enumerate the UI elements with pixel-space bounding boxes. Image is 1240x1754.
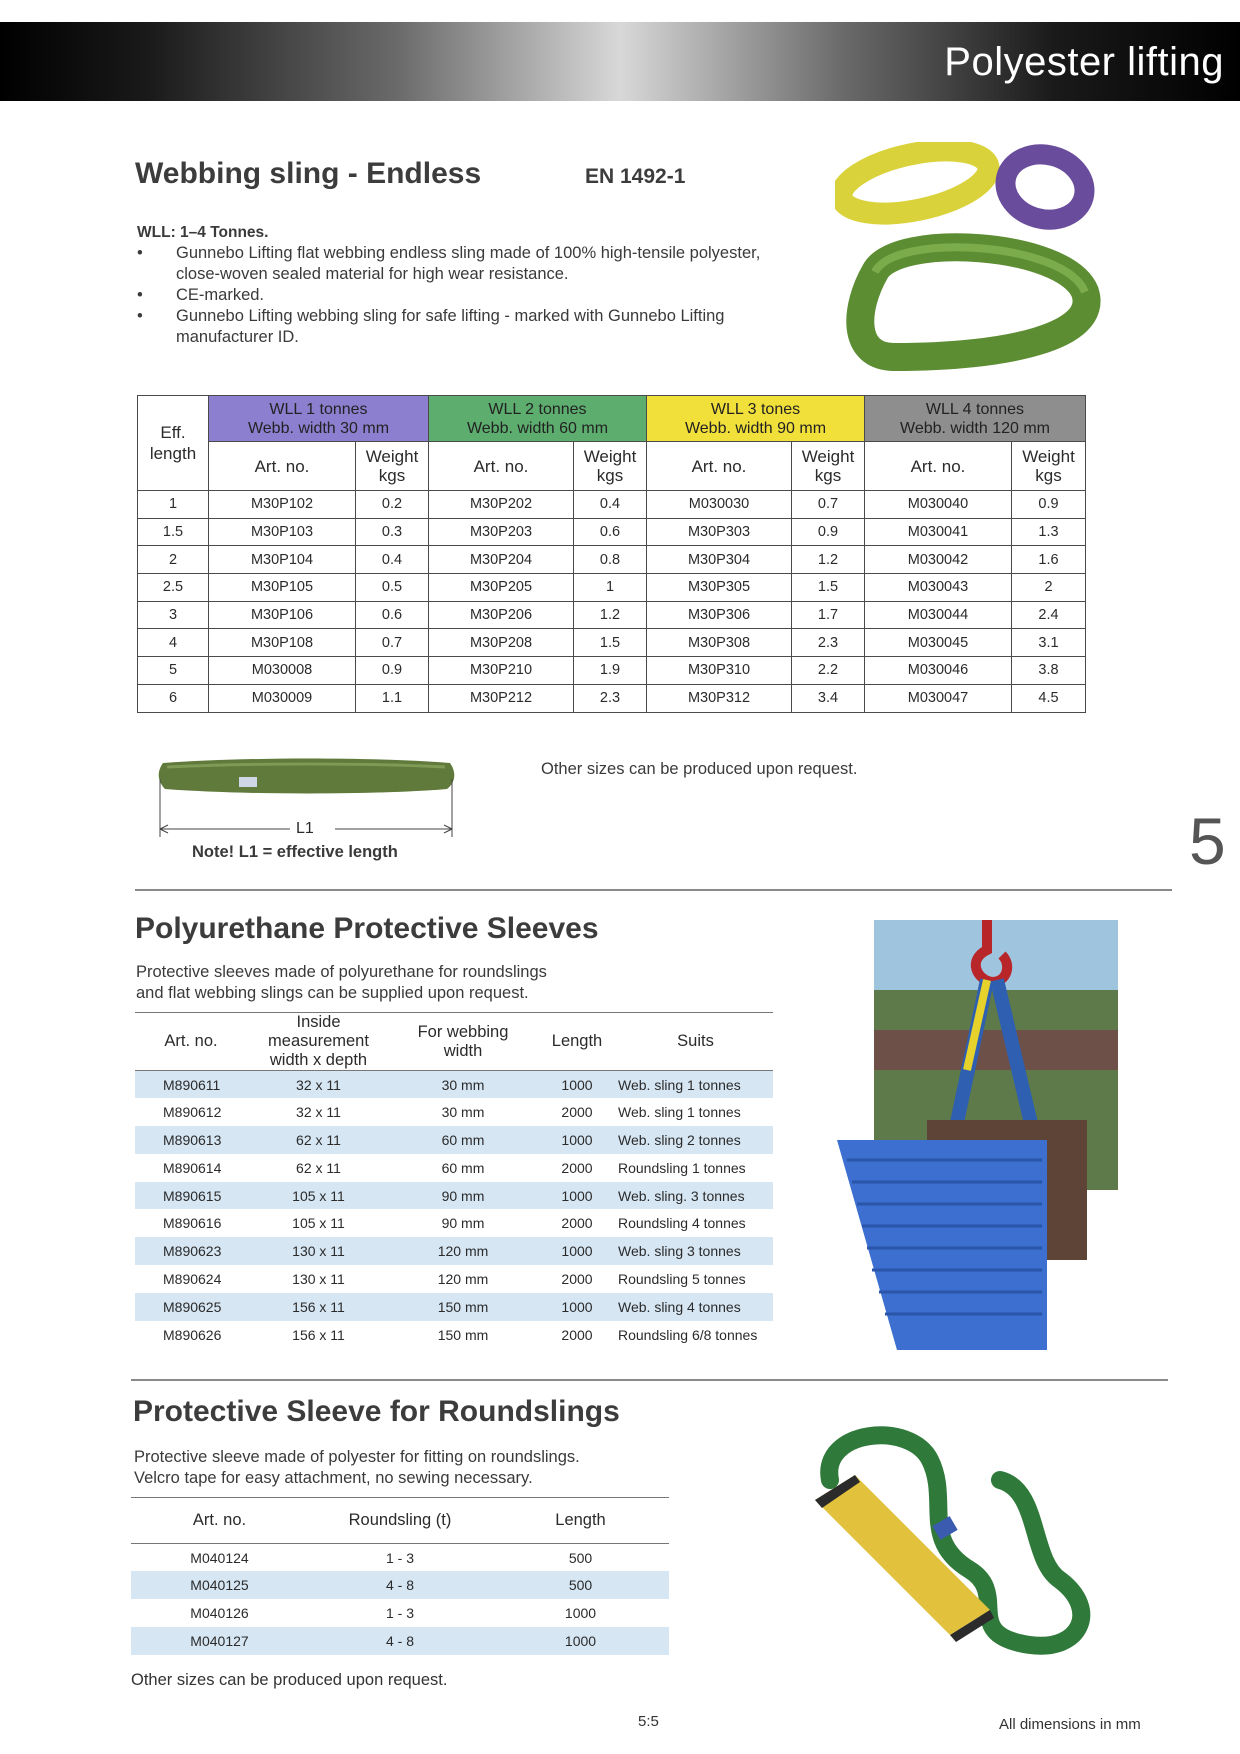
- dimensions-note: All dimensions in mm: [999, 1716, 1141, 1733]
- table-cell: M30P103: [209, 518, 356, 546]
- table-row: [138, 684, 1086, 712]
- art-no-header: Art. no.: [865, 442, 1012, 491]
- table-cell: 156 x 11: [247, 1293, 390, 1321]
- table-row: [138, 601, 1086, 629]
- table-cell: 32 x 11: [296, 1104, 341, 1121]
- table-cell: 30 mm: [441, 1104, 485, 1121]
- table-cell: 1000: [536, 1293, 618, 1321]
- table-cell: 105 x 11: [292, 1215, 345, 1232]
- table-cell: Web. sling 2 tonnes: [618, 1126, 773, 1154]
- table-cell: 90 mm: [390, 1182, 536, 1210]
- table-cell: 4 - 8: [308, 1627, 492, 1655]
- table-row: [135, 1321, 773, 1349]
- weight-header: Weight kgs: [792, 442, 865, 491]
- table-cell: M890614: [163, 1159, 222, 1176]
- table-cell: M30P212: [429, 684, 574, 712]
- column-header: Length: [536, 1013, 618, 1071]
- section-divider-1: [135, 889, 1172, 891]
- table-cell: M30P105: [209, 574, 356, 602]
- table-cell: M890616: [163, 1215, 222, 1232]
- art-no-header: Art. no.: [209, 442, 356, 491]
- table-cell: 500: [492, 1571, 669, 1599]
- roundsling-sleeve-intro: Protective sleeve made of polyester for fitting on roundslings. Velcro tape for easy attachment, no sewing necessary.: [134, 1448, 580, 1487]
- table-cell: 0.3: [356, 518, 429, 546]
- table-cell: 1000: [536, 1126, 618, 1154]
- table-cell: 32 x 11: [247, 1071, 390, 1099]
- table-cell: M040125: [131, 1571, 308, 1599]
- table-cell: 130 x 11: [247, 1237, 390, 1265]
- table-cell: M030040: [865, 491, 1012, 519]
- roundsling-sleeve-table: [131, 1497, 669, 1655]
- table-cell: 5: [138, 657, 209, 685]
- table-cell: 150 mm: [437, 1326, 489, 1343]
- table-cell: 6: [138, 684, 209, 712]
- table-cell: 0.9: [1012, 491, 1086, 519]
- table-cell: 120 mm: [437, 1270, 489, 1287]
- table-cell: 0.5: [356, 574, 429, 602]
- table-cell: 2: [138, 546, 209, 574]
- table-cell: M040124: [190, 1549, 249, 1566]
- table-cell: 2000: [561, 1326, 593, 1343]
- table-cell: 1: [574, 574, 647, 602]
- table-cell: 150 mm: [390, 1293, 536, 1321]
- column-header: Length: [492, 1498, 669, 1544]
- table-cell: M040127: [131, 1627, 308, 1655]
- table-row: [135, 1209, 773, 1237]
- table-cell: 1000: [536, 1182, 618, 1210]
- table-cell: 105 x 11: [247, 1182, 390, 1210]
- table-cell: M30P104: [209, 546, 356, 574]
- page-number: 5:5: [638, 1713, 659, 1730]
- column-header: Roundsling (t): [308, 1498, 492, 1544]
- table-cell: 0.4: [574, 491, 647, 519]
- table-cell: Web. sling. 3 tonnes: [618, 1182, 773, 1210]
- group-header-wll4: WLL 4 tonnes Webb. width 120 mm: [865, 396, 1086, 442]
- table-cell: 1.6: [1012, 546, 1086, 574]
- table-cell: M30P205: [429, 574, 574, 602]
- table-cell: M890623: [135, 1237, 247, 1265]
- table-cell: 3.4: [792, 684, 865, 712]
- standard-label: EN 1492-1: [585, 165, 686, 188]
- table-cell: M30P106: [209, 601, 356, 629]
- table-cell: 1.2: [792, 546, 865, 574]
- table-cell: Roundsling 4 tonnes: [618, 1215, 746, 1232]
- webbing-sling-table: [137, 395, 1086, 713]
- sleeves-intro: Protective sleeves made of polyurethane for roundslings and flat webbing slings can be supplied upon request.: [136, 963, 547, 1002]
- table-cell: 0.9: [356, 657, 429, 685]
- table-cell: M890626: [163, 1326, 222, 1343]
- table-cell: Web. sling 1 tonnes: [618, 1071, 773, 1099]
- table-cell: 1.3: [1012, 518, 1086, 546]
- column-header: For webbing width: [390, 1013, 536, 1071]
- table-cell: M890624: [163, 1270, 222, 1287]
- table-cell: Roundsling 1 tonnes: [618, 1159, 746, 1176]
- table-cell: 1.5: [792, 574, 865, 602]
- weight-header: Weight kgs: [574, 442, 647, 491]
- banner-title: Polyester lifting: [944, 40, 1224, 84]
- table-cell: M030046: [865, 657, 1012, 685]
- table-cell: 1.2: [574, 601, 647, 629]
- table-cell: M890611: [135, 1071, 247, 1099]
- header-banner: [0, 22, 1240, 101]
- table-cell: 0.7: [356, 629, 429, 657]
- table-cell: M30P310: [647, 657, 792, 685]
- table-cell: M30P108: [209, 629, 356, 657]
- table-cell: Web. sling 1 tonnes: [618, 1104, 741, 1121]
- table-cell: M30P306: [647, 601, 792, 629]
- table-cell: 30 mm: [390, 1071, 536, 1099]
- table-cell: M030042: [865, 546, 1012, 574]
- table-cell: M040126: [190, 1604, 249, 1621]
- table-cell: 0.6: [574, 518, 647, 546]
- table-cell: 62 x 11: [247, 1126, 390, 1154]
- effective-length-note: Note! L1 = effective length: [192, 843, 398, 861]
- table-cell: 130 x 11: [292, 1270, 345, 1287]
- column-header: Inside measurement width x depth: [247, 1013, 390, 1071]
- table-cell: 1.9: [574, 657, 647, 685]
- table-cell: 2.4: [1012, 601, 1086, 629]
- weight-header: Weight kgs: [356, 442, 429, 491]
- table-cell: 1.5: [138, 518, 209, 546]
- table-row: [138, 518, 1086, 546]
- table-row: [138, 629, 1086, 657]
- l1-label: L1: [296, 820, 314, 837]
- table-cell: 2: [1012, 574, 1086, 602]
- table-cell: M30P308: [647, 629, 792, 657]
- table-cell: 4.5: [1012, 684, 1086, 712]
- table-cell: M030008: [209, 657, 356, 685]
- table-row: [135, 1126, 773, 1154]
- table-cell: M030047: [865, 684, 1012, 712]
- roundsling-sleeve-title: Protective Sleeve for Roundslings: [133, 1395, 620, 1428]
- table-cell: 60 mm: [441, 1159, 485, 1176]
- art-no-header: Art. no.: [647, 442, 792, 491]
- table-row: [138, 546, 1086, 574]
- table-cell: 1000: [564, 1604, 597, 1621]
- table-cell: 4 - 8: [308, 1571, 492, 1599]
- table-row: [138, 491, 1086, 519]
- table-cell: M030044: [865, 601, 1012, 629]
- table-cell: 1 - 3: [385, 1549, 414, 1566]
- table-row: [131, 1627, 669, 1655]
- table-cell: 1.5: [574, 629, 647, 657]
- roundsling-sleeve-image: [800, 1420, 1100, 1660]
- table-cell: 2000: [561, 1104, 593, 1121]
- table-cell: 2.2: [792, 657, 865, 685]
- table-cell: M30P303: [647, 518, 792, 546]
- section-divider-2: [131, 1379, 1168, 1381]
- wll-line: WLL: 1–4 Tonnes.: [137, 224, 269, 241]
- table-cell: Web. sling 3 tonnes: [618, 1237, 773, 1265]
- sleeves-title: Polyurethane Protective Sleeves: [135, 912, 599, 945]
- table-cell: 0.8: [574, 546, 647, 574]
- table-cell: Web. sling 4 tonnes: [618, 1293, 773, 1321]
- table-cell: M30P304: [647, 546, 792, 574]
- table-cell: M30P312: [647, 684, 792, 712]
- table-cell: 3.8: [1012, 657, 1086, 685]
- table-cell: 0.9: [792, 518, 865, 546]
- sleeve-in-use-image: [837, 920, 1122, 1350]
- table-cell: 3: [138, 601, 209, 629]
- table-cell: 2.3: [574, 684, 647, 712]
- table-cell: 4: [138, 629, 209, 657]
- table-cell: 1.1: [356, 684, 429, 712]
- group-header-wll1: WLL 1 tonnes Webb. width 30 mm: [209, 396, 429, 442]
- table-cell: 2000: [561, 1159, 593, 1176]
- group-header-wll3: WLL 3 tones Webb. width 90 mm: [647, 396, 865, 442]
- table-cell: 1000: [536, 1237, 618, 1265]
- table-cell: 2.5: [138, 574, 209, 602]
- table-cell: M030041: [865, 518, 1012, 546]
- table-cell: 2000: [561, 1215, 593, 1232]
- column-header: Art. no.: [131, 1498, 308, 1544]
- table-cell: M30P305: [647, 574, 792, 602]
- table-cell: 62 x 11: [296, 1159, 341, 1176]
- table-cell: 1: [138, 491, 209, 519]
- table-cell: M30P203: [429, 518, 574, 546]
- table-cell: M30P210: [429, 657, 574, 685]
- table-row: [135, 1098, 773, 1126]
- table-cell: 1.7: [792, 601, 865, 629]
- table-row: [135, 1154, 773, 1182]
- webbing-slings-image: [835, 142, 1115, 382]
- table-row: [135, 1265, 773, 1293]
- eff-length-header: Eff. length: [138, 396, 209, 491]
- table-row: [138, 657, 1086, 685]
- art-no-header: Art. no.: [429, 442, 574, 491]
- table-cell: M30P204: [429, 546, 574, 574]
- table-cell: M30P208: [429, 629, 574, 657]
- table-cell: 0.6: [356, 601, 429, 629]
- table-row: [135, 1182, 773, 1210]
- table-cell: 1 - 3: [385, 1604, 414, 1621]
- table-row: [135, 1071, 773, 1099]
- webbing-description: [137, 222, 787, 348]
- bullet-2: • CE-marked.: [137, 285, 787, 306]
- table-cell: M890613: [135, 1126, 247, 1154]
- weight-header: Weight kgs: [1012, 442, 1086, 491]
- table-cell: 2.3: [792, 629, 865, 657]
- table-cell: 0.4: [356, 546, 429, 574]
- table-cell: 156 x 11: [292, 1326, 345, 1343]
- table-row: [131, 1571, 669, 1599]
- table-cell: M890615: [135, 1182, 247, 1210]
- table-row: [135, 1237, 773, 1265]
- table-cell: Roundsling 6/8 tonnes: [618, 1326, 758, 1343]
- table-cell: 0.7: [792, 491, 865, 519]
- table-cell: 2000: [561, 1270, 593, 1287]
- other-sizes-note: Other sizes can be produced upon request.: [541, 760, 858, 778]
- table-cell: 60 mm: [390, 1126, 536, 1154]
- table-cell: Roundsling 5 tonnes: [618, 1270, 746, 1287]
- table-cell: 0.2: [356, 491, 429, 519]
- table-cell: 90 mm: [441, 1215, 485, 1232]
- bullet-3: • Gunnebo Lifting webbing sling for safe lifting - marked with Gunnebo Lifting manufacturer ID.: [137, 306, 787, 348]
- table-cell: M030030: [647, 491, 792, 519]
- table-cell: M030043: [865, 574, 1012, 602]
- table-cell: M030045: [865, 629, 1012, 657]
- group-header-wll2: WLL 2 tonnes Webb. width 60 mm: [429, 396, 647, 442]
- table-cell: 3.1: [1012, 629, 1086, 657]
- bullet-1: • Gunnebo Lifting flat webbing endless sling made of 100% high-tensile polyester, close-woven sealed material for high wear resistance.: [137, 243, 787, 285]
- table-row: [131, 1544, 669, 1572]
- table-cell: M890625: [135, 1293, 247, 1321]
- polyurethane-sleeves-table: [135, 1012, 773, 1348]
- table-cell: 120 mm: [390, 1237, 536, 1265]
- table-cell: M890612: [163, 1104, 222, 1121]
- table-cell: M30P202: [429, 491, 574, 519]
- table-row: [138, 574, 1086, 602]
- table-cell: 1000: [492, 1627, 669, 1655]
- webbing-title: Webbing sling - Endless: [135, 157, 482, 190]
- column-header: Art. no.: [135, 1013, 247, 1071]
- column-header: Suits: [618, 1013, 773, 1071]
- table-cell: M30P102: [209, 491, 356, 519]
- roundsling-other-sizes: Other sizes can be produced upon request.: [131, 1671, 448, 1689]
- table-cell: 500: [568, 1549, 593, 1566]
- table-row: [135, 1293, 773, 1321]
- table-cell: M030009: [209, 684, 356, 712]
- chapter-number: 5: [1189, 804, 1226, 878]
- table-cell: 1000: [536, 1071, 618, 1099]
- table-row: [131, 1599, 669, 1627]
- table-cell: M30P206: [429, 601, 574, 629]
